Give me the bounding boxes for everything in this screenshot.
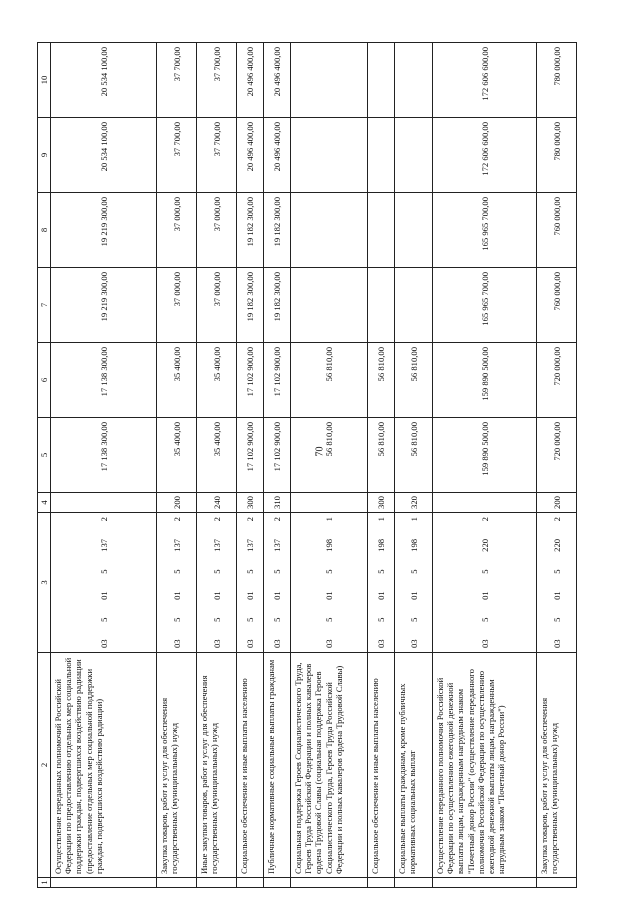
budget-table [37, 42, 577, 888]
row-amount-c10 [368, 43, 395, 118]
row-amount-c5: 56 810,00 [368, 418, 395, 493]
row-amount-c8: 37 000,00 [157, 193, 197, 268]
row-amount-c7: 165 965 700,00 [433, 268, 537, 343]
row-amount-c6: 159 890 500,00 [433, 343, 537, 418]
code-part: 5 [211, 569, 222, 574]
row-amount-c8 [395, 193, 433, 268]
row-amount-c6: 56 810,00 [395, 343, 433, 418]
row-amount-c10: 37 700,00 [197, 43, 237, 118]
row-amount-c9 [395, 118, 433, 193]
row-amount-c8 [368, 193, 395, 268]
row-amount-c8: 19 182 300,00 [237, 193, 264, 268]
code-part: 2 [98, 517, 109, 522]
row-col-1 [433, 878, 537, 888]
code-part: 5 [376, 569, 387, 574]
row-code [537, 513, 577, 653]
row-amount-c10: 780 000,00 [537, 43, 577, 118]
row-amount-c9: 172 606 600,00 [433, 118, 537, 193]
code-part: 03 [479, 639, 490, 648]
row-amount-c7 [368, 268, 395, 343]
row-amount-c6: 17 102 900,00 [264, 343, 291, 418]
row-expense-type [291, 493, 368, 513]
row-amount-c9: 37 700,00 [157, 118, 197, 193]
row-expense-type [433, 493, 537, 513]
row-description: Социальные выплаты гражданам, кроме публичных нормативных социальных выплат [395, 653, 433, 878]
row-code [368, 513, 395, 653]
code-part: 01 [171, 591, 182, 600]
row-amount-c5: 56 810,00 [291, 418, 368, 493]
row-amount-c7: 19 182 300,00 [264, 268, 291, 343]
code-part: 5 [408, 569, 419, 574]
row-expense-type: 240 [197, 493, 237, 513]
code-part: 5 [479, 569, 490, 574]
code-part: 5 [171, 617, 182, 622]
code-part: 1 [408, 517, 419, 522]
table-row [264, 43, 291, 888]
header-col-4: 4 [38, 493, 51, 513]
row-amount-c5: 56 810,00 [395, 418, 433, 493]
code-part: 5 [324, 569, 335, 574]
row-code [264, 513, 291, 653]
code-part: 2 [479, 517, 490, 522]
code-part: 5 [376, 617, 387, 622]
row-expense-type [51, 493, 157, 513]
row-amount-c6: 17 102 900,00 [237, 343, 264, 418]
header-col-6: 6 [38, 343, 51, 418]
code-part: 220 [479, 538, 490, 552]
page-number: 70 [314, 446, 326, 457]
row-code [51, 513, 157, 653]
code-part: 01 [245, 591, 256, 600]
row-col-1 [197, 878, 237, 888]
row-amount-c7: 760 000,00 [537, 268, 577, 343]
row-description: Осуществление переданных полномочий Российской Федерации по предоставлению отдельных мер социальной поддержки граждан, подвергшихся воздействию радиации (предоставление отдельных мер социальной поддержки граждан, подвергшихся воздействию радиации) [51, 653, 157, 878]
row-amount-c9 [291, 118, 368, 193]
header-col-9: 9 [38, 118, 51, 193]
code-part: 137 [171, 538, 182, 552]
row-description: Социальная поддержка Героев Социалистического Труда, Героев Труда Российской Федерации и полных кавалеров ордена Трудовой Славы (социальная поддержка Героев Социалистического Труда, Героев Труда Российской Федерации и полных кавалеров ордена Трудовой Славы) [291, 653, 368, 878]
code-part: 01 [211, 591, 222, 600]
row-amount-c5: 17 138 300,00 [51, 418, 157, 493]
header-col-8: 8 [38, 193, 51, 268]
code-part: 03 [324, 639, 335, 648]
code-part: 01 [98, 591, 109, 600]
row-amount-c7: 37 000,00 [157, 268, 197, 343]
row-code [433, 513, 537, 653]
row-description: Иные закупки товаров, работ и услуг для обеспечения государственных (муниципальных) нужд [197, 653, 237, 878]
row-amount-c10: 20 534 100,00 [51, 43, 157, 118]
code-part: 137 [272, 538, 283, 552]
row-expense-type: 310 [264, 493, 291, 513]
code-part: 5 [272, 617, 283, 622]
row-amount-c9: 20 534 100,00 [51, 118, 157, 193]
row-amount-c5: 17 102 900,00 [237, 418, 264, 493]
code-part: 2 [245, 517, 256, 522]
code-part: 5 [98, 569, 109, 574]
row-amount-c8: 760 000,00 [537, 193, 577, 268]
row-amount-c10 [395, 43, 433, 118]
code-part: 5 [171, 569, 182, 574]
code-part: 03 [211, 639, 222, 648]
row-amount-c9: 37 700,00 [197, 118, 237, 193]
row-amount-c6: 17 138 300,00 [51, 343, 157, 418]
row-amount-c8: 19 182 300,00 [264, 193, 291, 268]
row-description: Социальное обеспечение и иные выплаты населению [237, 653, 264, 878]
table-row [433, 43, 537, 888]
header-col-10: 10 [38, 43, 51, 118]
header-col-5: 5 [38, 418, 51, 493]
header-col-7: 7 [38, 268, 51, 343]
row-amount-c6: 56 810,00 [291, 343, 368, 418]
row-amount-c7: 37 000,00 [197, 268, 237, 343]
row-amount-c9 [368, 118, 395, 193]
row-description: Закупка товаров, работ и услуг для обеспечения государственных (муниципальных) нужд [157, 653, 197, 878]
code-part: 220 [551, 538, 562, 552]
row-amount-c10 [291, 43, 368, 118]
row-amount-c5: 35 400,00 [197, 418, 237, 493]
code-part: 5 [245, 617, 256, 622]
code-part: 5 [551, 569, 562, 574]
row-code [237, 513, 264, 653]
row-amount-c7 [291, 268, 368, 343]
row-amount-c7: 19 219 300,00 [51, 268, 157, 343]
row-amount-c7: 19 182 300,00 [237, 268, 264, 343]
code-part: 01 [324, 591, 335, 600]
row-expense-type: 320 [395, 493, 433, 513]
row-description: Публичные нормативные социальные выплаты гражданам [264, 653, 291, 878]
table-row [395, 43, 433, 888]
header-col-2: 2 [38, 653, 51, 878]
code-part: 03 [272, 639, 283, 648]
code-part: 03 [245, 639, 256, 648]
row-amount-c5: 159 890 500,00 [433, 418, 537, 493]
code-part: 5 [211, 617, 222, 622]
row-amount-c6: 35 400,00 [197, 343, 237, 418]
header-row [38, 43, 51, 888]
row-description: Социальное обеспечение и иные выплаты населению [368, 653, 395, 878]
code-part: 01 [551, 591, 562, 600]
code-part: 01 [376, 591, 387, 600]
row-description: Закупка товаров, работ и услуг для обеспечения государственных (муниципальных) нужд [537, 653, 577, 878]
code-part: 03 [171, 639, 182, 648]
table-row [51, 43, 157, 888]
code-parts [409, 517, 419, 648]
row-expense-type: 300 [237, 493, 264, 513]
row-amount-c6: 35 400,00 [157, 343, 197, 418]
code-part: 198 [324, 538, 335, 552]
code-parts [212, 517, 222, 648]
code-part: 137 [211, 538, 222, 552]
code-part: 5 [408, 617, 419, 622]
row-code [291, 513, 368, 653]
code-part: 1 [376, 517, 387, 522]
row-code [395, 513, 433, 653]
code-part: 198 [376, 538, 387, 552]
code-part: 5 [98, 617, 109, 622]
code-part: 5 [479, 617, 490, 622]
rotated-budget-table-page [37, 43, 640, 888]
row-amount-c8: 37 000,00 [197, 193, 237, 268]
code-part: 2 [171, 517, 182, 522]
row-expense-type: 200 [537, 493, 577, 513]
table-row [197, 43, 237, 888]
row-amount-c8 [291, 193, 368, 268]
row-col-1 [237, 878, 264, 888]
row-amount-c5: 720 000,00 [537, 418, 577, 493]
header-col-1: 1 [38, 878, 51, 888]
code-part: 5 [245, 569, 256, 574]
row-col-1 [157, 878, 197, 888]
row-col-1 [51, 878, 157, 888]
code-part: 2 [211, 517, 222, 522]
row-amount-c10: 37 700,00 [157, 43, 197, 118]
code-parts [245, 517, 255, 648]
row-amount-c6: 56 810,00 [368, 343, 395, 418]
code-part: 03 [408, 639, 419, 648]
code-parts [376, 517, 386, 648]
row-amount-c8: 19 219 300,00 [51, 193, 157, 268]
code-part: 5 [551, 617, 562, 622]
code-part: 5 [272, 569, 283, 574]
row-col-1 [291, 878, 368, 888]
header-col-3: 3 [38, 513, 51, 653]
code-parts [480, 517, 490, 648]
code-part: 01 [408, 591, 419, 600]
table-row [537, 43, 577, 888]
row-description: Осуществление переданного полномочия Российской Федерации по осуществлению ежегодной денежной выплаты лицам, награжденным нагрудным знаком "Почетный донор России" (осуществление переданного полномочия Российской Федерации по осуществлению ежегодной денежной выплаты лицам, награжденным нагрудным знаком "Почетный донор России") [433, 653, 537, 878]
row-col-1 [368, 878, 395, 888]
row-expense-type: 200 [157, 493, 197, 513]
code-parts [324, 517, 334, 648]
row-expense-type: 300 [368, 493, 395, 513]
row-code [197, 513, 237, 653]
code-part: 03 [376, 639, 387, 648]
row-col-1 [395, 878, 433, 888]
code-parts [272, 517, 282, 648]
table-row [291, 43, 368, 888]
row-amount-c10: 20 496 400,00 [237, 43, 264, 118]
code-part: 5 [324, 617, 335, 622]
row-amount-c7 [395, 268, 433, 343]
code-part: 137 [245, 538, 256, 552]
code-part: 03 [551, 639, 562, 648]
row-amount-c10: 172 606 600,00 [433, 43, 537, 118]
row-amount-c10: 20 496 400,00 [264, 43, 291, 118]
table-row [157, 43, 197, 888]
code-part: 2 [272, 517, 283, 522]
code-parts [172, 517, 182, 648]
row-code [157, 513, 197, 653]
row-col-1 [537, 878, 577, 888]
code-parts [99, 517, 109, 648]
code-parts [552, 517, 562, 648]
row-col-1 [264, 878, 291, 888]
row-amount-c5: 17 102 900,00 [264, 418, 291, 493]
table-row [368, 43, 395, 888]
code-part: 1 [324, 517, 335, 522]
code-part: 01 [479, 591, 490, 600]
code-part: 198 [408, 538, 419, 552]
code-part: 137 [98, 538, 109, 552]
code-part: 01 [272, 591, 283, 600]
code-part: 2 [551, 517, 562, 522]
row-amount-c5: 35 400,00 [157, 418, 197, 493]
row-amount-c6: 720 000,00 [537, 343, 577, 418]
row-amount-c9: 20 496 400,00 [264, 118, 291, 193]
row-amount-c9: 780 000,00 [537, 118, 577, 193]
row-amount-c8: 165 965 700,00 [433, 193, 537, 268]
row-amount-c9: 20 496 400,00 [237, 118, 264, 193]
table-row [237, 43, 264, 888]
code-part: 03 [98, 639, 109, 648]
